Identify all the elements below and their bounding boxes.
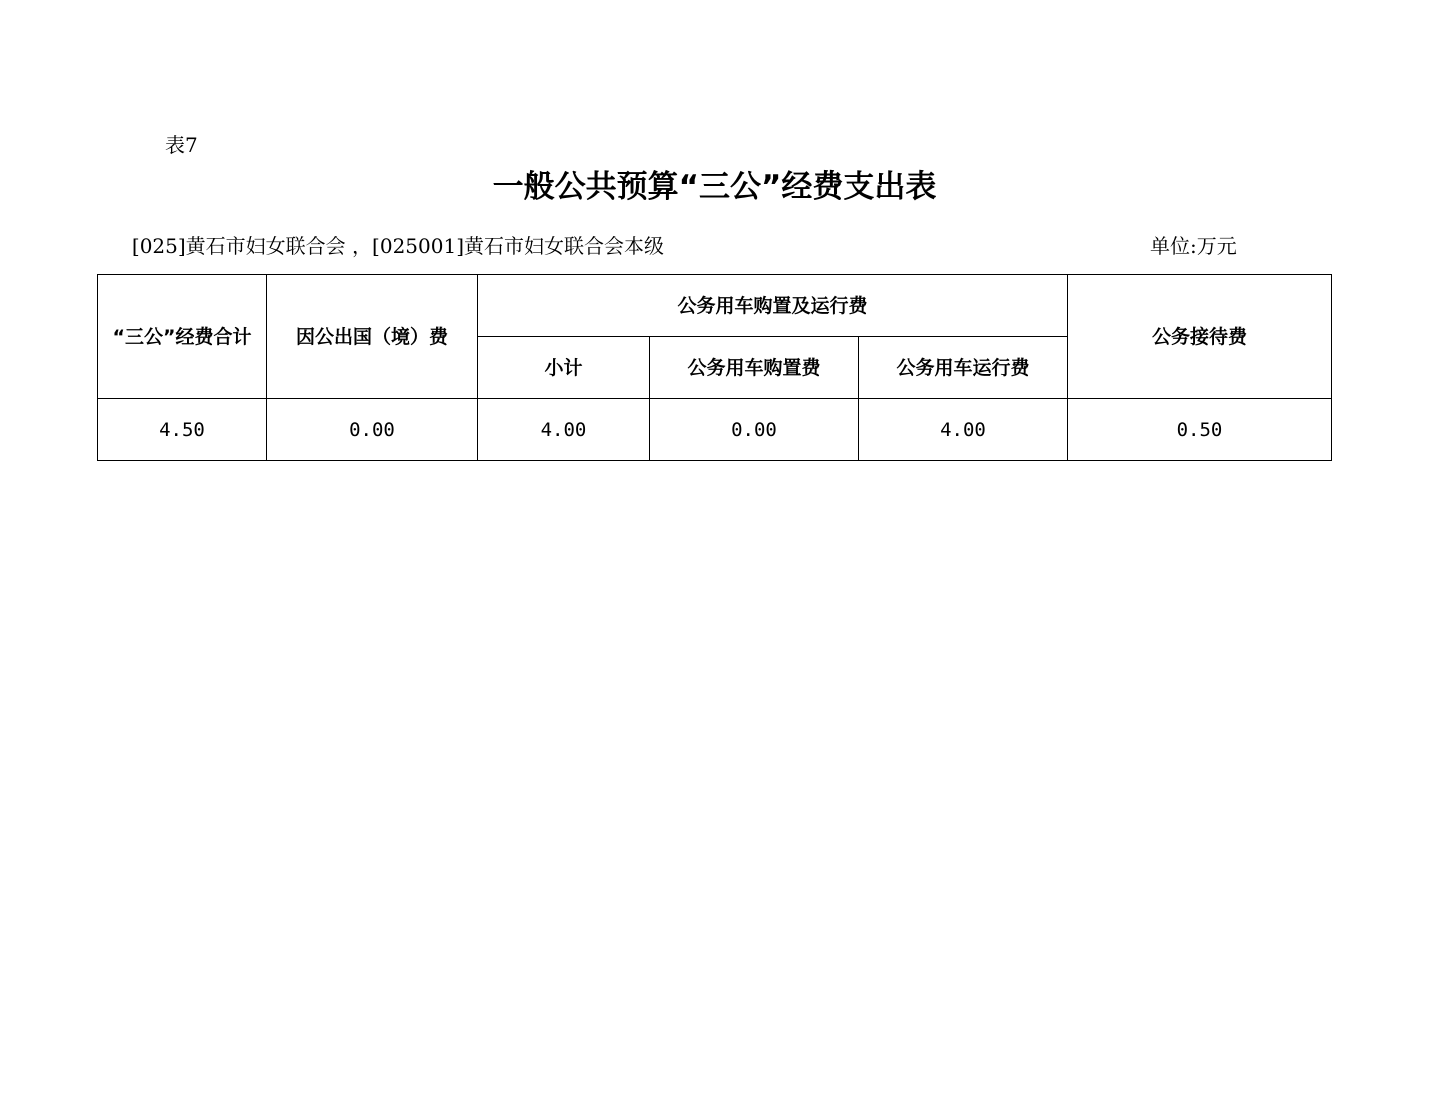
header-total: “三公”经费合计 [98,275,267,399]
header-vehicle-group: 公务用车购置及运行费 [478,275,1068,337]
table-number-label: 表7 [165,133,198,157]
cell-overseas: 0.00 [267,399,478,461]
header-row-1 [98,275,1332,337]
header-vehicle-purchase: 公务用车购置费 [650,337,859,399]
header-overseas: 因公出国（境）费 [267,275,478,399]
table-row [98,399,1332,461]
cell-vehicle-purchase: 0.00 [650,399,859,461]
cell-reception: 0.50 [1068,399,1332,461]
unit-of-measure: 单位:万元 [1150,234,1237,258]
budget-unit-name: [025]黄石市妇女联合会 ，[025001]黄石市妇女联合会本级 [131,234,664,258]
unit-name-container [98,232,798,262]
header-vehicle-subtotal: 小计 [478,337,650,399]
header-vehicle-operation: 公务用车运行费 [859,337,1068,399]
header-reception: 公务接待费 [1068,275,1332,399]
cell-total: 4.50 [98,399,267,461]
page-title: 一般公共预算“三公”经费支出表 [492,169,937,205]
three-public-expenses-table [97,274,1332,461]
cell-vehicle-operation: 4.00 [859,399,1068,461]
cell-vehicle-subtotal: 4.00 [478,399,650,461]
